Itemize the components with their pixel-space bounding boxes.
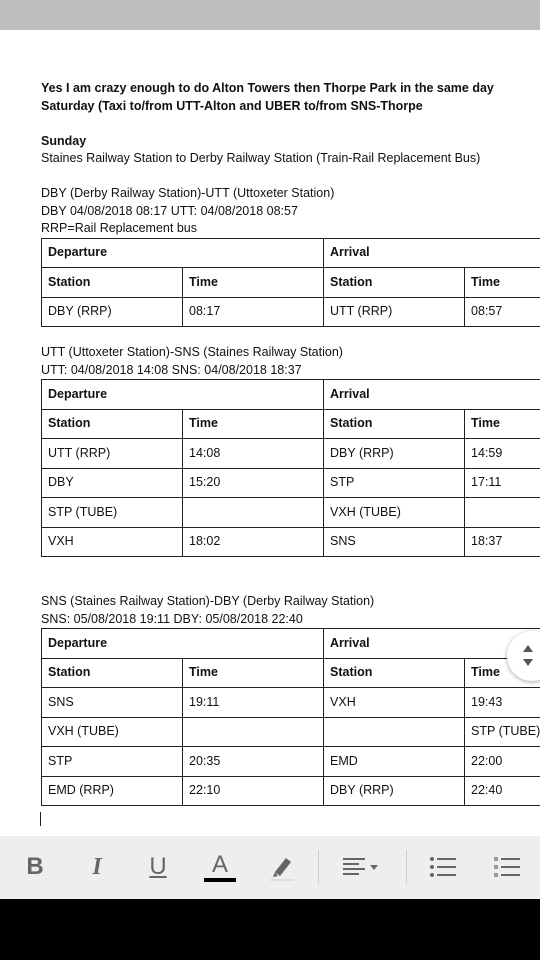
- table-row: [42, 688, 540, 718]
- table-cell: 19:43: [465, 688, 540, 718]
- table-cell: [183, 717, 324, 747]
- text-color-label: A: [211, 851, 228, 878]
- table-cell: 22:40: [465, 776, 540, 806]
- section2-title: UTT (Uttoxeter Station)-SNS (Staines Railway Station): [41, 345, 343, 359]
- text-color-button[interactable]: [202, 850, 238, 884]
- time-header: Time: [183, 658, 324, 688]
- table-cell: STP (TUBE): [465, 717, 540, 747]
- table-cell: EMD: [324, 747, 465, 777]
- table-cell: DBY (RRP): [42, 297, 183, 327]
- table-cell: DBY (RRP): [324, 439, 465, 469]
- table-cell: VXH (TUBE): [42, 717, 183, 747]
- text-color-swatch: [204, 878, 236, 882]
- table-row: [42, 439, 540, 469]
- table-cell: STP: [42, 747, 183, 777]
- table-cell: VXH: [42, 527, 183, 557]
- blank-line: [41, 168, 540, 186]
- table-subheader-row: [42, 409, 540, 439]
- time-header: Time: [183, 409, 324, 439]
- arrival-header: Arrival: [324, 238, 540, 268]
- table-cell: 19:11: [183, 688, 324, 718]
- section1-table: [41, 238, 540, 328]
- arrival-header: Arrival: [324, 380, 540, 410]
- time-header: Time: [465, 268, 540, 298]
- table-cell: 17:11: [465, 468, 540, 498]
- table-cell: UTT (RRP): [42, 439, 183, 469]
- station-header: Station: [42, 409, 183, 439]
- section2-summary: UTT: 04/08/2018 14:08 SNS: 04/08/2018 18:37: [41, 362, 302, 377]
- departure-header: Departure: [42, 629, 324, 659]
- departure-header: Departure: [42, 238, 324, 268]
- highlighter-button[interactable]: [264, 850, 300, 884]
- station-header: Station: [42, 268, 183, 298]
- blank-line: [41, 557, 540, 593]
- table-header-row: [42, 380, 540, 410]
- align-button[interactable]: [340, 850, 386, 884]
- document-body[interactable]: [41, 80, 540, 806]
- station-header: Station: [324, 658, 465, 688]
- underline-button[interactable]: U: [149, 853, 167, 880]
- table-cell: UTT (RRP): [324, 297, 465, 327]
- table-header-row: [42, 238, 540, 268]
- table-cell: 22:00: [465, 747, 540, 777]
- table-cell: 18:37: [465, 527, 540, 557]
- table-cell: 18:02: [183, 527, 324, 557]
- table-cell: 08:57: [465, 297, 540, 327]
- table-cell: STP (TUBE): [42, 498, 183, 528]
- station-header: Station: [42, 658, 183, 688]
- table-row: [42, 747, 540, 777]
- table-cell: VXH (TUBE): [324, 498, 465, 528]
- table-row: [42, 468, 540, 498]
- section1-note: RRP=Rail Replacement bus: [41, 221, 197, 235]
- table-subheader-row: [42, 268, 540, 298]
- time-header: Time: [465, 409, 540, 439]
- time-header: Time: [183, 268, 324, 298]
- table-cell: DBY: [42, 468, 183, 498]
- table-cell: [183, 498, 324, 528]
- top-status-bar: [0, 0, 540, 30]
- table-cell: 08:17: [183, 297, 324, 327]
- table-cell: SNS: [324, 527, 465, 557]
- blank-line: [41, 327, 540, 344]
- table-cell: SNS: [42, 688, 183, 718]
- section3-table: [41, 628, 540, 806]
- table-cell: VXH: [324, 688, 465, 718]
- intro-line-1: Yes I am crazy enough to do Alton Towers then Thorpe Park in the same day: [41, 81, 494, 95]
- section3-summary: SNS: 05/08/2018 19:11 DBY: 05/08/2018 22:40: [41, 611, 303, 626]
- table-subheader-row: [42, 658, 540, 688]
- text-cursor: [40, 812, 41, 826]
- bold-button[interactable]: B: [26, 853, 44, 880]
- align-icon: [341, 854, 385, 880]
- formatting-toolbar: [0, 836, 540, 899]
- numbered-list-icon: [492, 854, 522, 880]
- table-cell: DBY (RRP): [324, 776, 465, 806]
- table-row: [42, 776, 540, 806]
- table-cell: [324, 717, 465, 747]
- scroll-up-icon: [523, 645, 533, 652]
- station-header: Station: [324, 268, 465, 298]
- table-cell: STP: [324, 468, 465, 498]
- table-header-row: [42, 629, 540, 659]
- station-header: Station: [324, 409, 465, 439]
- highlighter-icon: [267, 852, 297, 882]
- table-row: [42, 527, 540, 557]
- route-line: Staines Railway Station to Derby Railway Station (Train-Rail Replacement Bus): [41, 151, 481, 165]
- arrival-header: Arrival: [324, 629, 540, 659]
- table-cell: 22:10: [183, 776, 324, 806]
- table-cell: [465, 498, 540, 528]
- table-row: [42, 498, 540, 528]
- italic-button[interactable]: I: [92, 853, 102, 880]
- table-cell: 15:20: [183, 468, 324, 498]
- table-cell: 20:35: [183, 747, 324, 777]
- table-row: [42, 297, 540, 327]
- section3-title: SNS (Staines Railway Station)-DBY (Derby Railway Station): [41, 594, 375, 608]
- section1-title: DBY (Derby Railway Station)-UTT (Uttoxeter Station): [41, 186, 335, 200]
- table-cell: 14:59: [465, 439, 540, 469]
- time-header: Time: [465, 658, 540, 688]
- intro-line-2: Saturday (Taxi to/from UTT-Alton and UBER to/from SNS-Thorpe: [41, 98, 423, 113]
- numbered-list-button[interactable]: [490, 850, 524, 884]
- table-cell: 14:08: [183, 439, 324, 469]
- table-cell: EMD (RRP): [42, 776, 183, 806]
- blank-line: [41, 115, 540, 133]
- departure-header: Departure: [42, 380, 324, 410]
- day-heading: Sunday: [41, 133, 87, 148]
- system-navigation-bar: [0, 899, 540, 960]
- scroll-down-icon: [523, 659, 533, 666]
- bullet-list-icon: [428, 854, 458, 880]
- section1-summary: DBY 04/08/2018 08:17 UTT: 04/08/2018 08:57: [41, 203, 298, 218]
- bullet-list-button[interactable]: [426, 850, 460, 884]
- toolbar-divider: [318, 850, 319, 884]
- table-row: [42, 717, 540, 747]
- chevron-down-icon: [370, 865, 378, 870]
- section2-table: [41, 379, 540, 557]
- toolbar-divider: [406, 850, 407, 884]
